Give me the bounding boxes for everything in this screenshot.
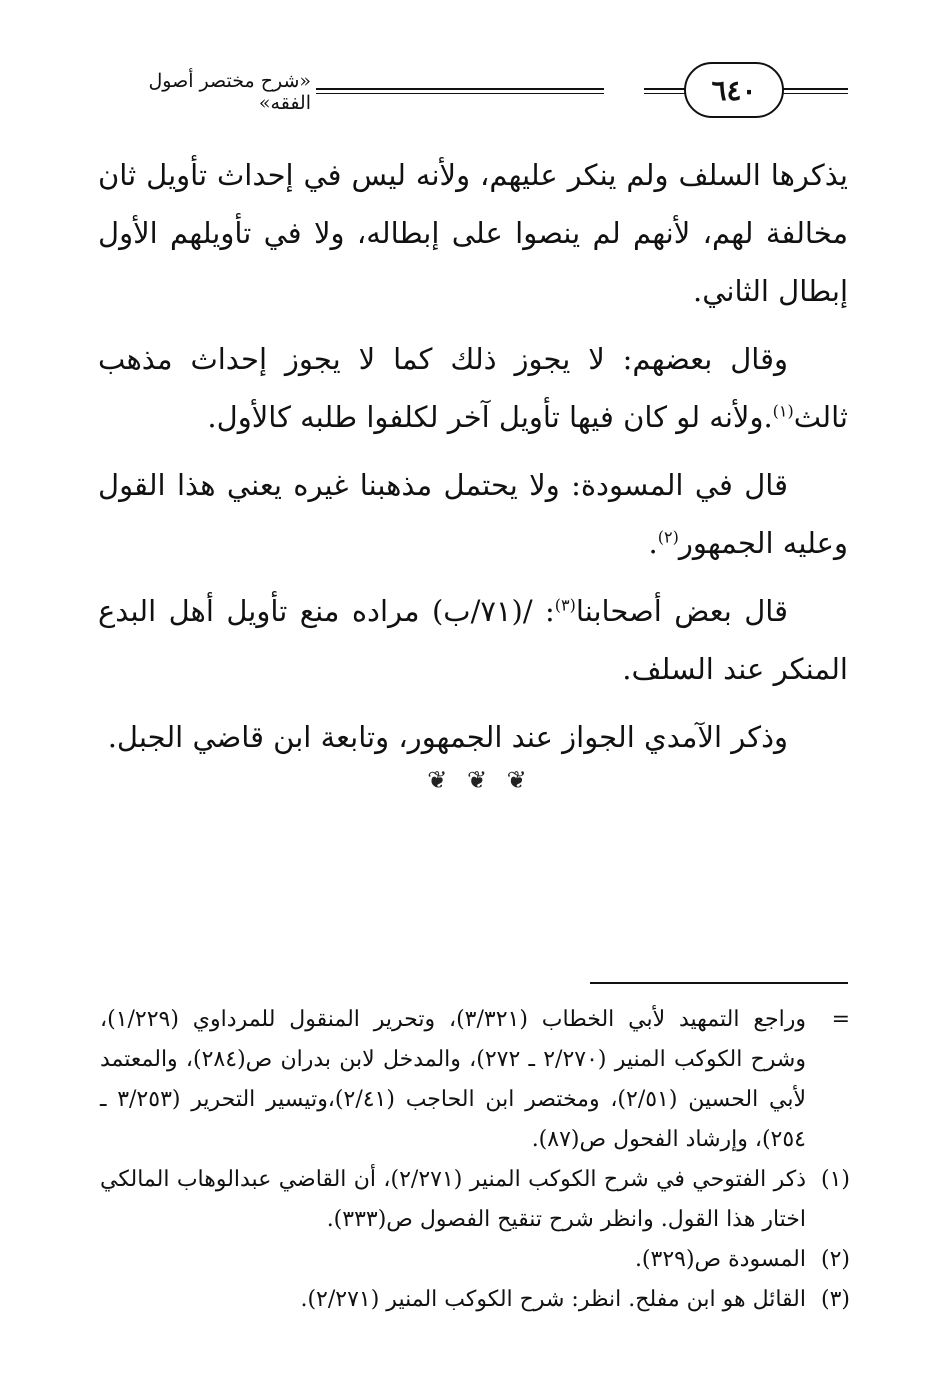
paragraph-1 [98,146,848,320]
paragraph-text: وذكر الآمدي الجواز عند الجمهور، وتابعة ابن قاضي الجبل. [107,720,788,754]
header-rule-left [316,88,604,90]
footnote-ref-1[interactable]: (١) [772,401,794,421]
footnote-text: القائل هو ابن مفلح. انظر: شرح الكوكب المنير (٢/٢٧١). [300,1287,806,1312]
running-title: «شرح مختصر أصول الفقه» [148,70,311,114]
paragraph-text: .ولأنه لو كان فيها تأويل آخر لكلفوا طلبه كالأول. [207,400,773,434]
paragraph-text: : /(٧١/ب) مراده منع تأويل أهل البدع المنكر عند السلف. [98,594,848,686]
paragraph-3 [98,456,848,572]
paragraph-text: قال بعض أصحابنا [575,594,788,628]
paragraph-4 [98,582,848,698]
paragraph-text: قال في المسودة: ولا يحتمل مذهبنا غيره يعني هذا القول وعليه الجمهور [98,468,848,560]
footnote-3 [100,1280,850,1320]
footnote-mark: = [831,1007,850,1032]
section-ornament [420,760,540,800]
footnote-mark: (٣) [820,1287,850,1312]
footnote-1 [100,1160,850,1240]
footnote-mark: (٢) [820,1247,850,1272]
footnote-mark: (١) [820,1167,850,1192]
footnote-2 [100,1240,850,1280]
footnote-separator [590,982,848,984]
paragraph-5 [98,708,848,766]
footnote-text: ذكر الفتوحي في شرح الكوكب المنير (٢/٢٧١)، أن القاضي عبدالوهاب المالكي اختار هذا القول. وانظر شرح تنقيح الفصول ص(٣٣٣). [100,1167,806,1232]
footnotes [100,1000,850,1320]
footnote-ref-2[interactable]: (٢) [657,527,679,547]
footnote-continuation [100,1000,850,1160]
paragraph-text: يذكرها السلف ولم ينكر عليهم، ولأنه ليس في إحداث تأويل ثان مخالفة لهم، لأنهم لم ينصوا على إبطاله، ولا في تأويلهم الأول إبطال الثاني. [98,158,848,308]
footnote-text: المسودة ص(٣٢٩). [634,1247,806,1272]
paragraph-2 [98,330,848,446]
footnote-text: وراجع التمهيد لأبي الخطاب (٣/٣٢١)، وتحرير المنقول للمرداوي (١/٢٢٩)، وشرح الكوكب المنير (٢/٢٧٠ ـ ٢٧٢)، والمدخل لابن بدران ص(٢٨٤)، والمعتمد لأبي الحسين (٢/٥١)، ومختصر ابن الحاجب (٢/٤١)،وتيسير التحرير (٣/٢٥٣ ـ ٢٥٤)، وإرشاد الفحول ص(٨٧). [100,1007,806,1152]
footnote-ref-3[interactable]: (٣) [554,595,576,615]
page-number: ٦٤٠ [684,62,784,118]
paragraph-text: وقال بعضهم: لا يجوز ذلك كما لا يجوز إحداث مذهب ثالث [98,342,848,434]
page-header [96,58,848,130]
ornament-glyphs: ❦ ❦ ❦ [427,766,533,794]
paragraph-text: . [648,526,658,560]
main-text [98,146,848,776]
